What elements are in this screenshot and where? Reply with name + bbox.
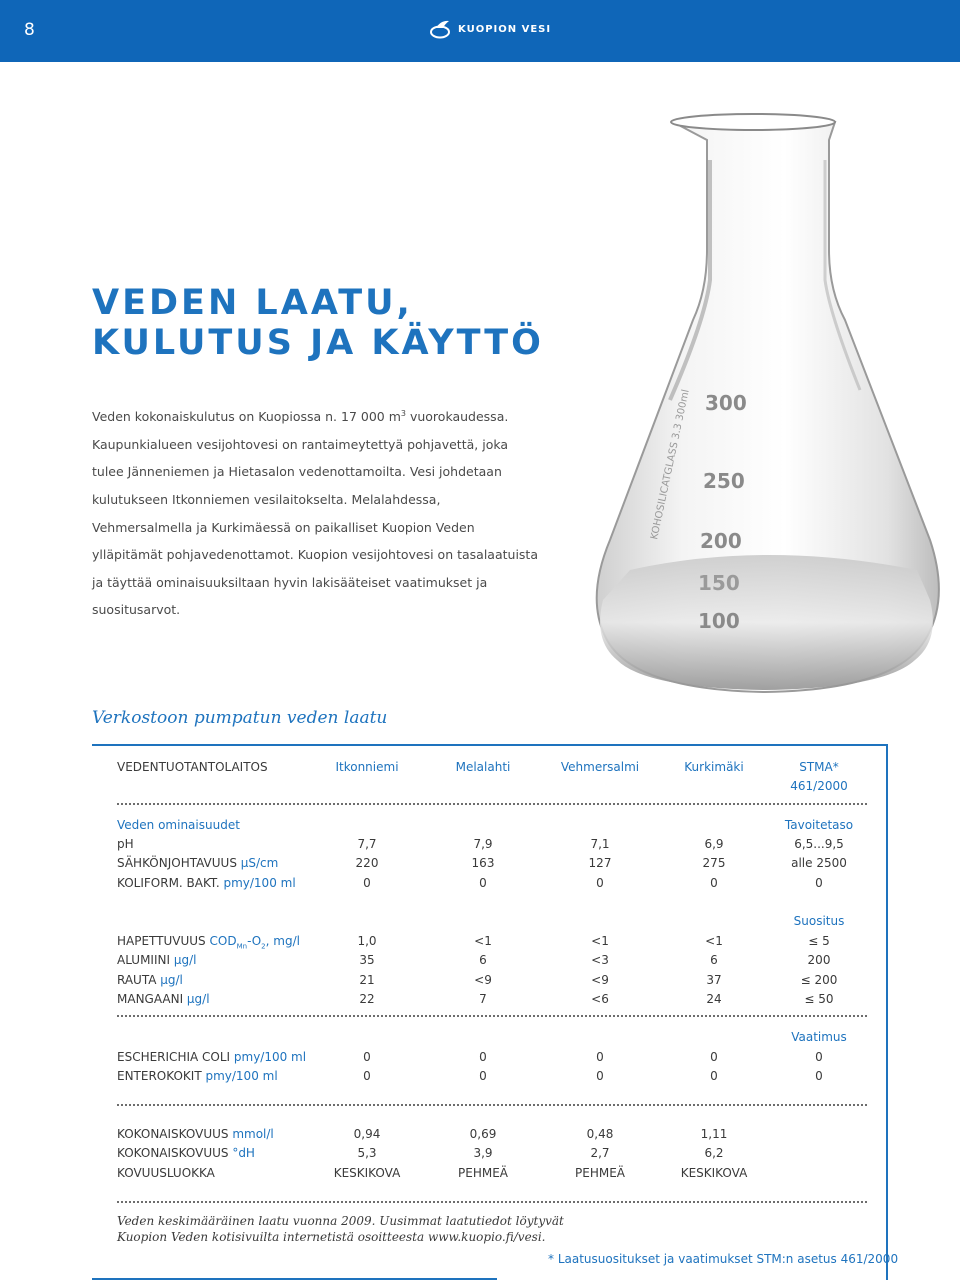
row-label: KOKONAISKOVUUS mmol/l <box>117 1127 274 1141</box>
section-divider <box>117 1015 867 1017</box>
table-row <box>117 1068 867 1084</box>
table-cell: 0 <box>363 1050 371 1064</box>
table-row <box>117 1145 867 1161</box>
table-cell: 5,3 <box>357 1146 377 1160</box>
svg-text:200: 200 <box>700 529 742 553</box>
row-label: KOLIFORM. BAKT. pmy/100 ml <box>117 876 296 890</box>
table-cell: 7,1 <box>590 837 610 851</box>
table-header-row <box>117 759 867 775</box>
table-cell: 220 <box>355 856 379 870</box>
table-row <box>117 836 867 852</box>
table-cell: 7 <box>479 992 487 1006</box>
table-cell: <3 <box>591 953 609 967</box>
table-row <box>117 1049 867 1065</box>
row-label: KOKONAISKOVUUS °dH <box>117 1146 255 1160</box>
brand-logo <box>430 19 551 39</box>
col-header: STMA* <box>799 760 839 774</box>
svg-text:100: 100 <box>698 609 740 633</box>
table-cell: 0 <box>710 1050 718 1064</box>
table-cell: alle 2500 <box>791 856 847 870</box>
table-cell: 275 <box>702 856 726 870</box>
table-cell: 35 <box>359 953 375 967</box>
table-title: Verkostoon pumpatun veden laatu <box>92 708 388 728</box>
table-row <box>117 991 867 1007</box>
table-cell: 0 <box>815 1069 823 1083</box>
table-cell: ≤ 50 <box>804 992 834 1006</box>
table-cell: 7,7 <box>357 837 377 851</box>
row-label: MANGAANI µg/l <box>117 992 210 1006</box>
table-cell: <1 <box>705 934 723 948</box>
table-cell: 0 <box>710 1069 718 1083</box>
table-row <box>117 855 867 871</box>
title-line-1: VEDEN LAATU, <box>92 283 413 323</box>
intro-sup: 3 <box>400 409 406 418</box>
table-cell: 6,5...9,5 <box>794 837 844 851</box>
table-cell: PEHMEÄ <box>458 1166 508 1180</box>
table-cell: 6 <box>710 953 718 967</box>
table-cell: 0 <box>363 876 371 890</box>
table-cell: 0 <box>815 1050 823 1064</box>
table-cell: 0,94 <box>353 1127 381 1141</box>
table-cell: KESKIKOVA <box>333 1166 401 1180</box>
table-cell: <6 <box>591 992 609 1006</box>
flask-image <box>585 100 960 720</box>
table-cell: 127 <box>588 856 612 870</box>
table-row <box>117 972 867 988</box>
table-row <box>117 933 867 949</box>
table-cell: 0 <box>596 1069 604 1083</box>
section-divider <box>117 1104 867 1106</box>
table-cell: 0 <box>479 876 487 890</box>
table-cell: <1 <box>474 934 492 948</box>
table-cell: 37 <box>706 973 722 987</box>
table-cell: 0,69 <box>469 1127 497 1141</box>
table-cell: 0 <box>710 876 718 890</box>
col-header: Melalahti <box>455 760 511 774</box>
table-cell: 21 <box>359 973 375 987</box>
section-header-row <box>117 1029 867 1045</box>
table-cell: 7,9 <box>473 837 493 851</box>
water-drop-logo-icon <box>430 19 452 39</box>
table-row <box>117 1165 867 1181</box>
table-row <box>117 952 867 968</box>
section-label: Veden ominaisuudet <box>117 818 240 832</box>
row-label: ESCHERICHIA COLI pmy/100 ml <box>117 1050 307 1064</box>
section-target-label: Suositus <box>793 914 845 928</box>
table-cell: 0 <box>815 876 823 890</box>
row-label: SÄHKÖNJOHTAVUUS µS/cm <box>117 856 279 870</box>
section-target-label: Vaatimus <box>791 1030 847 1044</box>
section-header-row <box>117 913 867 929</box>
table-cell: PEHMEÄ <box>575 1166 625 1180</box>
table-cell: 24 <box>706 992 722 1006</box>
table-frame-bottom <box>92 1278 497 1280</box>
col-header: Kurkimäki <box>684 760 744 774</box>
svg-text:300: 300 <box>705 391 747 415</box>
svg-text:KOHOSILICATGLASS 3.3 300ml: KOHOSILICATGLASS 3.3 300ml <box>649 388 692 541</box>
table-row <box>117 1126 867 1142</box>
table-cell: 1,11 <box>700 1127 728 1141</box>
table-cell: ≤ 5 <box>808 934 830 948</box>
row-label: ALUMIINI µg/l <box>117 953 197 967</box>
table-cell: 0 <box>479 1050 487 1064</box>
title-line-2: KULUTUS JA KÄYTTÖ <box>92 323 544 363</box>
table-cell: KESKIKOVA <box>680 1166 748 1180</box>
intro-text-rest: vuorokaudessa. Kaupunkialueen vesijohtovesi on rantaimeytettyä pohjavettä, joka tulee Jänneniemen ja Hietasalon vedenottamoilta. Vesi johdetaan kulutukseen Itkonniemen vesilaitokselta. Melalahdessa, Vehmersalmella ja Kurkimäessä on paikalliset Kuopion Veden ylläpitämät pohjavedenottamot. Kuopion vesijohtovesi on tasalaatuista ja täyttää ominaisuuksiltaan hyvin lakisääteiset vaatimukset ja suositusarvot. <box>92 409 538 618</box>
table-cell: ≤ 200 <box>800 973 838 987</box>
table-cell: 2,7 <box>590 1146 610 1160</box>
col-header: Itkonniemi <box>335 760 399 774</box>
table-cell: <1 <box>591 934 609 948</box>
table-cell: 163 <box>471 856 495 870</box>
section-header-row <box>117 817 867 833</box>
section-target-label: Tavoitetaso <box>784 818 854 832</box>
table-row <box>117 875 867 891</box>
header-label: VEDENTUOTANTOLAITOS <box>117 760 268 774</box>
table-header-subrow <box>117 778 867 794</box>
section-divider <box>117 803 867 805</box>
table-note <box>117 1213 564 1245</box>
brand-name: KUOPION VESI <box>458 23 552 35</box>
section-divider <box>117 1201 867 1203</box>
table-cell: 0 <box>596 876 604 890</box>
page-number: 8 <box>24 20 35 40</box>
table-cell: 6 <box>479 953 487 967</box>
row-label: KOVUUSLUOKKA <box>117 1166 215 1180</box>
row-label: RAUTA µg/l <box>117 973 183 987</box>
table-cell: <9 <box>591 973 609 987</box>
table-cell: 0 <box>596 1050 604 1064</box>
table-cell: 22 <box>359 992 375 1006</box>
footnote: * Laatusuositukset ja vaatimukset STM:n asetus 461/2000 <box>548 1252 899 1266</box>
table-note-line: Kuopion Veden kotisivuilta internetistä osoitteesta www.kuopio.fi/vesi. <box>117 1230 546 1244</box>
col-header: Vehmersalmi <box>560 760 640 774</box>
table-cell: 3,9 <box>473 1146 493 1160</box>
table-cell: 0,48 <box>586 1127 614 1141</box>
table-cell: 6,2 <box>704 1146 724 1160</box>
table-cell: 1,0 <box>357 934 377 948</box>
table-cell: <9 <box>474 973 492 987</box>
table-cell: 0 <box>479 1069 487 1083</box>
table-note-line: Veden keskimääräinen laatu vuonna 2009. Uusimmat laatutiedot löytyvät <box>117 1214 564 1228</box>
page-header <box>0 0 960 62</box>
stma-subheader: 461/2000 <box>790 779 848 793</box>
intro-text-start: Veden kokonaiskulutus on Kuopiossa n. 17 000 m <box>92 409 401 425</box>
table-cell: 6,9 <box>704 837 724 851</box>
svg-text:250: 250 <box>703 469 745 493</box>
page-title <box>92 283 544 363</box>
row-label: HAPETTUVUUS $COD_{Mn}-O_2$, mg/l <box>117 934 300 951</box>
intro-paragraph <box>92 400 542 624</box>
table-cell: 0 <box>363 1069 371 1083</box>
table-cell: 200 <box>807 953 831 967</box>
row-label: pH <box>117 837 134 851</box>
row-label: ENTEROKOKIT pmy/100 ml <box>117 1069 278 1083</box>
svg-text:150: 150 <box>698 571 740 595</box>
